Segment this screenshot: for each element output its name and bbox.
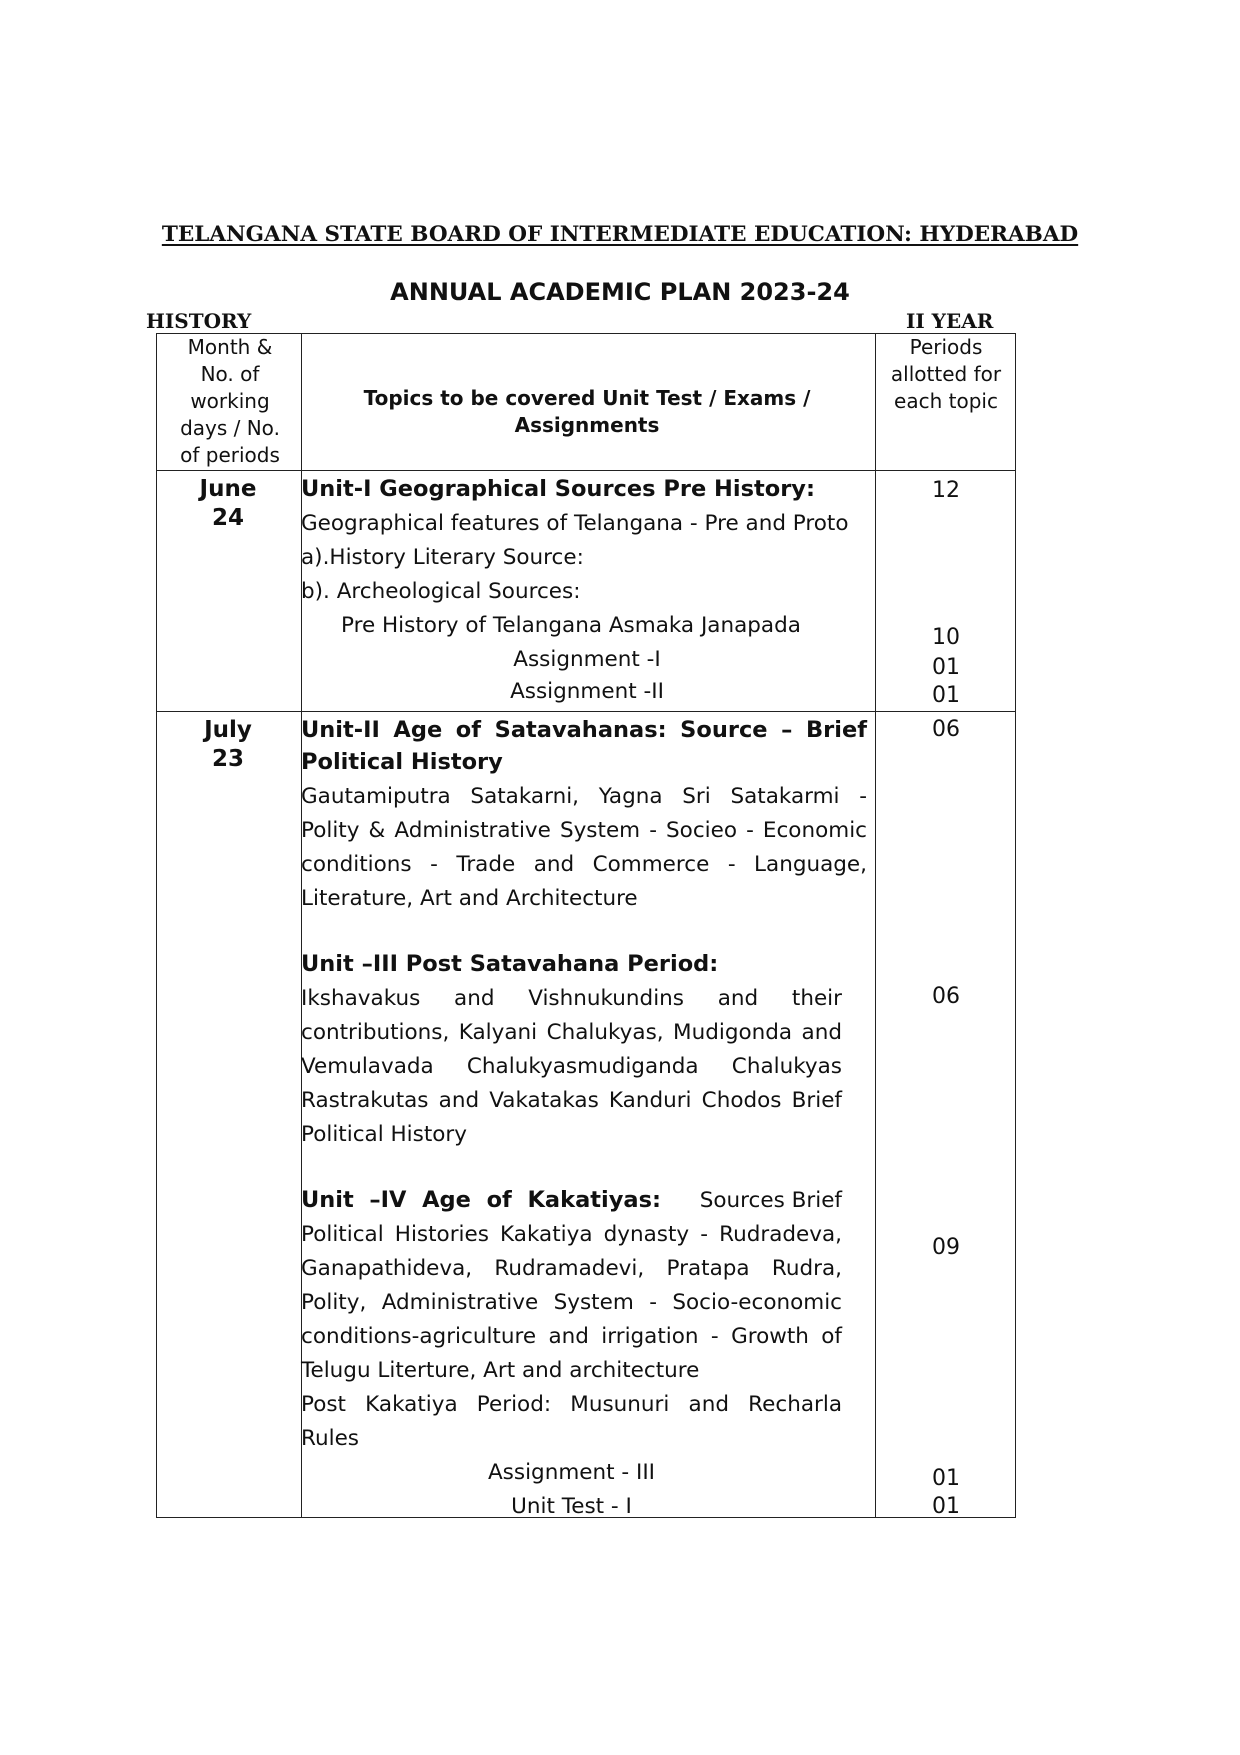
header-divider — [156, 470, 1016, 471]
topic-line: Gautamiputra Satakarni, Yagna Sri Satakarmi - — [301, 784, 867, 809]
month-name: July — [204, 717, 252, 743]
topic-line: Political History — [301, 1122, 467, 1147]
topic-line: Polity & Administrative System - Socieo - Economic — [301, 818, 867, 843]
month-name: June — [199, 476, 257, 502]
assignment-line: Assignment -II — [510, 679, 664, 704]
topics-column-header — [301, 385, 873, 439]
unit-heading-row — [301, 1184, 842, 1217]
periods-value: 12 — [932, 478, 960, 503]
year-label: II YEAR — [906, 309, 994, 333]
plan-title: ANNUAL ACADEMIC PLAN 2023-24 — [390, 278, 850, 306]
periods-value: 10 — [932, 625, 960, 650]
periods-header-line: Periods — [909, 335, 983, 359]
unit-test-line: Unit Test - I — [511, 1494, 632, 1519]
topic-line: b). Archeological Sources: — [301, 579, 581, 604]
topic-line: Rules — [301, 1426, 360, 1451]
topic-line: conditions-agriculture and irrigation - Growth of — [301, 1324, 842, 1349]
working-days: 24 — [211, 505, 244, 531]
periods-value: 06 — [932, 984, 960, 1009]
table-border-right — [1015, 333, 1016, 1518]
topic-line: conditions - Trade and Commerce - Language, — [301, 852, 867, 877]
topic-line: Unit-I Geographical Sources Pre History: — [301, 476, 815, 502]
periods-header-line: each topic — [894, 389, 998, 413]
row-divider-june-july — [156, 711, 1016, 712]
month-header-line: of periods — [180, 443, 280, 467]
month-header-line: working — [190, 389, 270, 413]
working-days: 23 — [211, 746, 244, 772]
topic-line: Geographical features of Telangana - Pre and Proto — [301, 511, 849, 536]
topic-line: contributions, Kalyani Chalukyas, Mudigonda and — [301, 1020, 842, 1045]
column-divider-2 — [875, 333, 876, 1518]
topic-line: Rastrakutas and Vakatakas Kanduri Chodos Brief — [301, 1088, 842, 1113]
topic-line: Ganapathideva, Rudramadevi, Pratapa Rudra, — [301, 1256, 842, 1281]
unit-heading: Unit –III Post Satavahana Period: — [301, 951, 719, 977]
topic-line: Ikshavakus and Vishnukundins and their — [301, 986, 842, 1011]
unit-heading: Political History — [301, 749, 503, 775]
topic-line: Telugu Literture, Art and architecture — [301, 1358, 700, 1383]
topics-header-line: Assignments — [514, 413, 660, 437]
topic-line: Political Histories Kakatiya dynasty - Rudradeva, — [301, 1222, 842, 1247]
month-header-line: Month & — [187, 335, 273, 359]
periods-value: 01 — [932, 1494, 960, 1519]
periods-value: 09 — [932, 1235, 960, 1260]
board-title: TELANGANA STATE BOARD OF INTERMEDIATE EDUCATION: HYDERABAD — [161, 222, 1079, 247]
june-month-cell — [156, 475, 300, 533]
unit-heading: Unit –IV Age of Kakatiyas: — [301, 1187, 661, 1213]
july-month-cell — [156, 716, 300, 774]
topic-text: Sources Brief — [699, 1188, 842, 1213]
topic-line: Pre History of Telangana Asmaka Janapada — [341, 613, 801, 638]
month-column-header — [156, 333, 304, 469]
month-header-line: days / No. — [180, 416, 280, 440]
unit-heading: Unit-II Age of Satavahanas: Source – Brief — [301, 717, 867, 743]
topics-header-line: Topics to be covered Unit Test / Exams / — [363, 386, 811, 410]
assignment-line: Assignment - III — [487, 1460, 656, 1485]
assignment-line: Assignment -I — [513, 647, 661, 672]
subject-label: HISTORY — [146, 309, 252, 333]
month-header-line: No. of — [200, 362, 260, 386]
periods-column-header — [876, 334, 1016, 415]
periods-value: 06 — [932, 717, 960, 742]
periods-value: 01 — [932, 1466, 960, 1491]
topic-line: Literature, Art and Architecture — [301, 886, 638, 911]
periods-value: 01 — [932, 655, 960, 680]
topic-line: Polity, Administrative System - Socio-economic — [301, 1290, 842, 1315]
academic-plan-table — [156, 333, 1016, 1518]
periods-value: 01 — [932, 683, 960, 708]
periods-header-line: allotted for — [890, 362, 1002, 386]
topic-line: Post Kakatiya Period: Musunuri and Recharla — [301, 1392, 842, 1417]
topic-line: a).History Literary Source: — [301, 545, 584, 570]
topic-line: Vemulavada Chalukyasmudiganda Chalukyas — [301, 1054, 842, 1079]
